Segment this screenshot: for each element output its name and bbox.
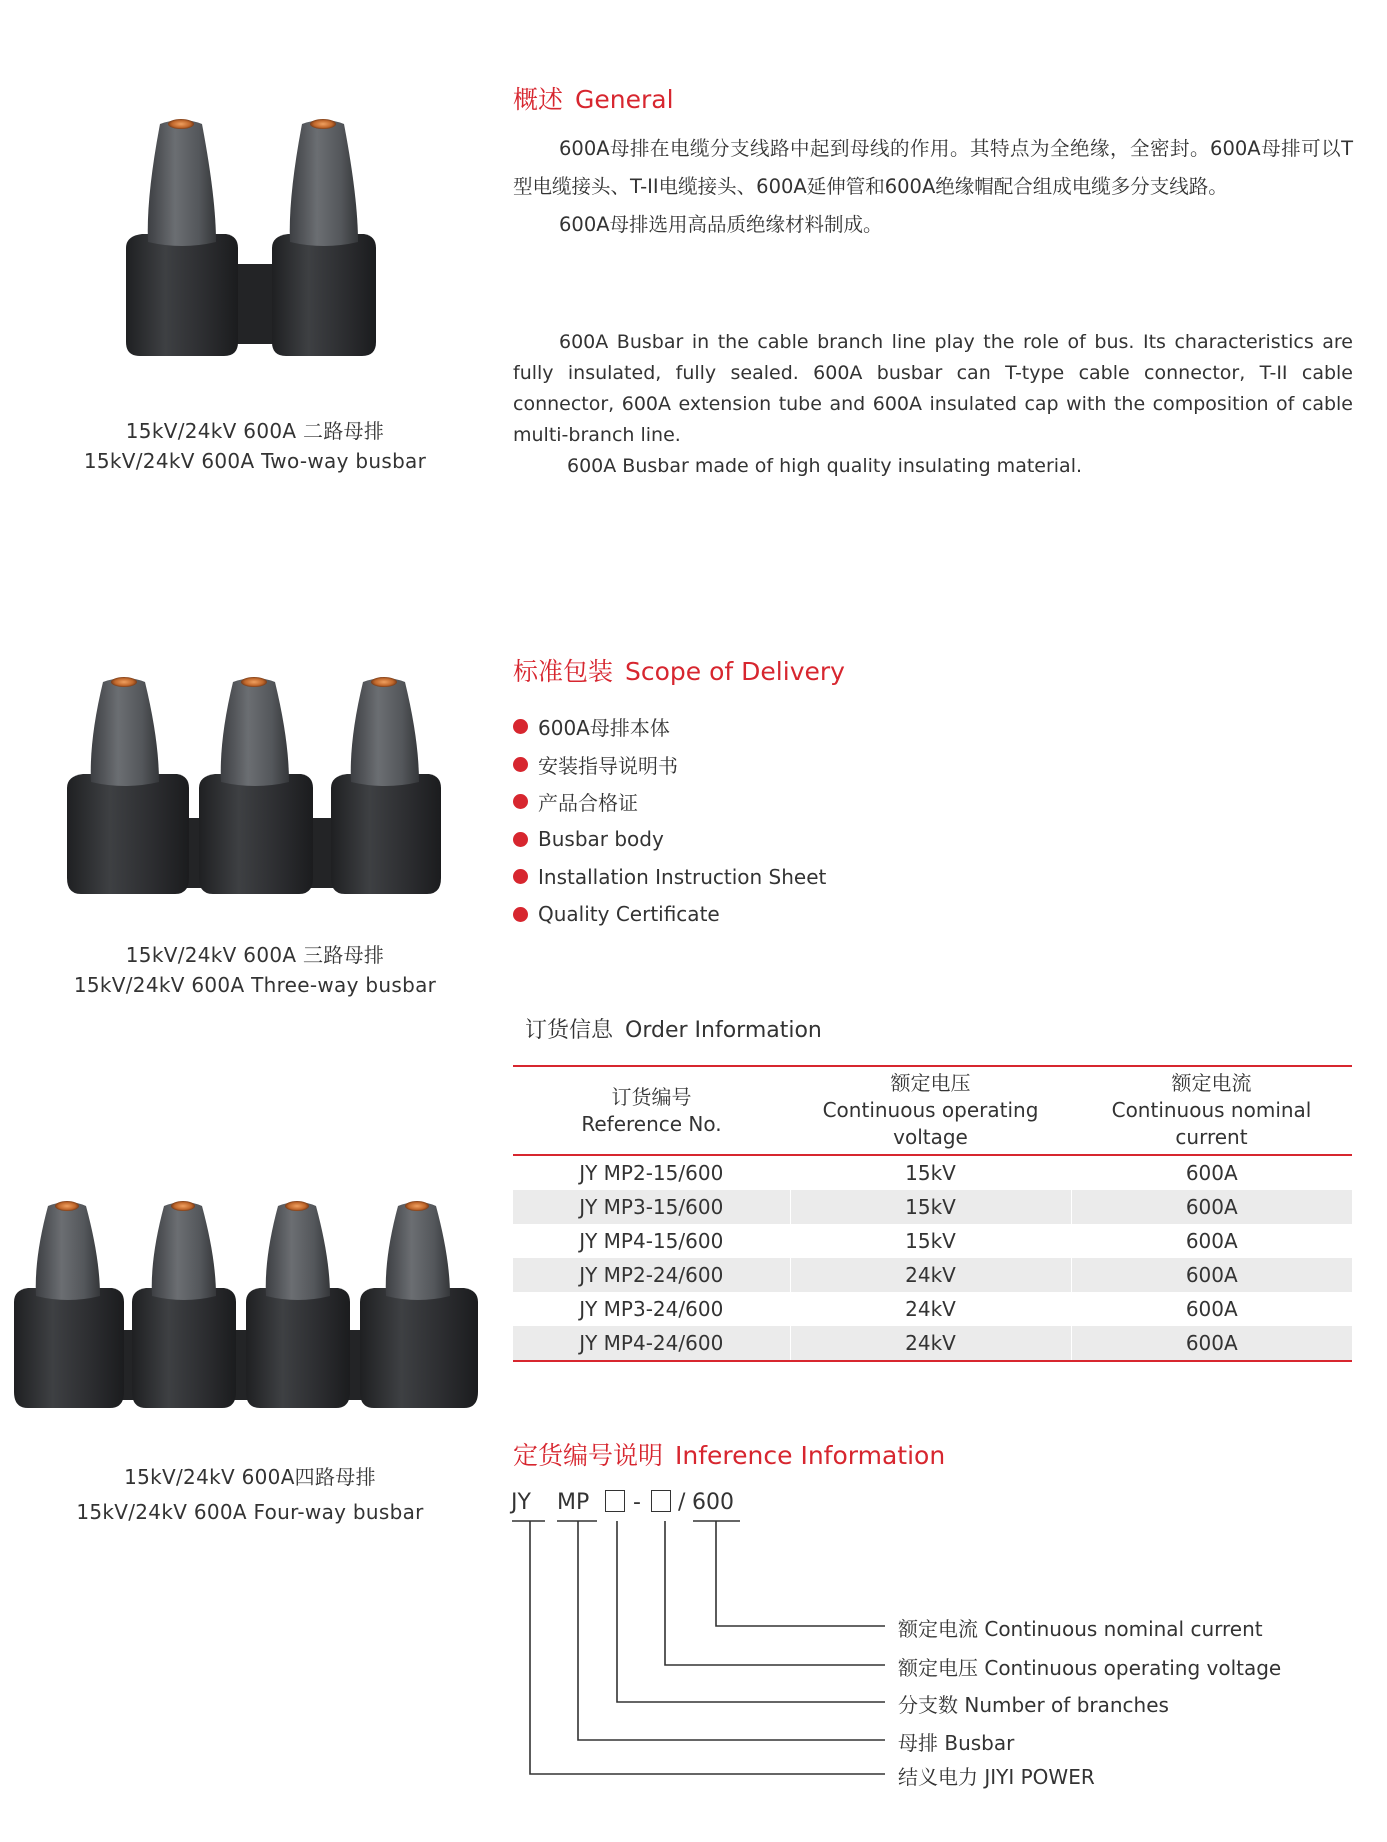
three-way-caption-cn: 15kV/24kV 600A 三路母排 xyxy=(125,943,385,967)
general-en-p2: 600A Busbar made of high quality insulating material. xyxy=(567,455,1083,477)
cell-current: 600A xyxy=(1071,1258,1352,1292)
inference-heading-en: Inference Information xyxy=(675,1441,946,1470)
two-way-caption-en: 15kV/24kV 600A Two-way busbar xyxy=(83,449,427,473)
cell-current: 600A xyxy=(1071,1292,1352,1326)
four-way-caption-en: 15kV/24kV 600A Four-way busbar xyxy=(76,1500,424,1524)
delivery-item-label: 600A母排本体 xyxy=(538,716,670,741)
column-header-current: 额定电流 Continuous nominal current xyxy=(1071,1066,1352,1155)
cell-reference: JY MP2-15/600 xyxy=(579,1161,724,1185)
cell-reference: JY MP3-24/600 xyxy=(579,1297,724,1321)
cell-voltage: 24kV xyxy=(790,1326,1071,1361)
order-heading-cn: 订货信息 xyxy=(525,1018,614,1043)
delivery-heading-cn: 标准包装 xyxy=(513,657,614,686)
cell-current: 600A xyxy=(1071,1326,1352,1361)
cell-voltage: 15kV xyxy=(790,1224,1071,1258)
delivery-heading-en: Scope of Delivery xyxy=(625,657,845,686)
delivery-item-label: Quality Certificate xyxy=(538,902,720,927)
legend-voltage: 额定电压 Continuous operating voltage xyxy=(898,1656,1282,1680)
general-heading-cn: 概述 xyxy=(513,85,564,114)
delivery-item-label: 安装指导说明书 xyxy=(538,753,678,778)
cell-voltage: 15kV xyxy=(790,1190,1071,1224)
legend-busbar: 母排 Busbar xyxy=(898,1731,1015,1755)
cell-reference: JY MP3-15/600 xyxy=(513,1190,790,1224)
delivery-item-label: Installation Instruction Sheet xyxy=(538,864,827,889)
inference-heading-cn: 定货编号说明 xyxy=(513,1441,664,1470)
code-num: 600 xyxy=(692,1490,734,1515)
cell-voltage: 24kV xyxy=(790,1258,1071,1292)
column-header-reference: 订货编号 Reference No. xyxy=(513,1066,790,1155)
order-heading-en: Order Information xyxy=(625,1018,822,1043)
code-slash: / xyxy=(678,1490,686,1515)
general-cn-p1: 600A母排在电缆分支线路中起到母线的作用。其特点为全绝缘，全密封。600A母排可以T型电缆接头、T-II电缆接头、600A延伸管和600A绝缘帽配合组成电缆多分支线路。 xyxy=(513,137,1353,198)
cell-reference: JY MP2-24/600 xyxy=(513,1258,790,1292)
general-heading-en: General xyxy=(575,85,674,114)
legend-branches: 分支数 Number of branches xyxy=(898,1693,1169,1717)
legend-brand: 结义电力 JIYI POWER xyxy=(898,1765,1095,1789)
cell-reference: JY MP4-15/600 xyxy=(579,1229,724,1253)
code-mp: MP xyxy=(557,1490,590,1515)
cell-voltage: 24kV xyxy=(790,1292,1071,1326)
cell-current: 600A xyxy=(1071,1155,1352,1190)
delivery-item-label: Busbar body xyxy=(538,827,664,852)
three-way-caption-en: 15kV/24kV 600A Three-way busbar xyxy=(73,973,437,997)
code-dash: - xyxy=(633,1490,641,1515)
legend-current: 额定电流 Continuous nominal current xyxy=(898,1617,1263,1641)
cell-current: 600A xyxy=(1071,1224,1352,1258)
code-jy: JY xyxy=(511,1490,531,1515)
four-way-caption-cn: 15kV/24kV 600A四路母排 xyxy=(124,1465,376,1489)
delivery-item-label: 产品合格证 xyxy=(538,791,638,816)
general-cn-p2: 600A母排选用高品质绝缘材料制成。 xyxy=(559,213,883,236)
cell-current: 600A xyxy=(1071,1190,1352,1224)
two-way-caption-cn: 15kV/24kV 600A 二路母排 xyxy=(125,419,385,443)
cell-reference: JY MP4-24/600 xyxy=(513,1326,790,1361)
column-header-voltage: 额定电压 Continuous operating voltage xyxy=(790,1066,1071,1155)
general-en-p1: 600A Busbar in the cable branch line play the role of bus. Its characteristics are fully insulated, fully sealed. 600A busbar can T-type cable connector, T-II cable connector, 600A extension tube and 600A insulated cap with the composition of cable multi-branch line. xyxy=(513,331,1353,446)
cell-voltage: 15kV xyxy=(790,1155,1071,1190)
